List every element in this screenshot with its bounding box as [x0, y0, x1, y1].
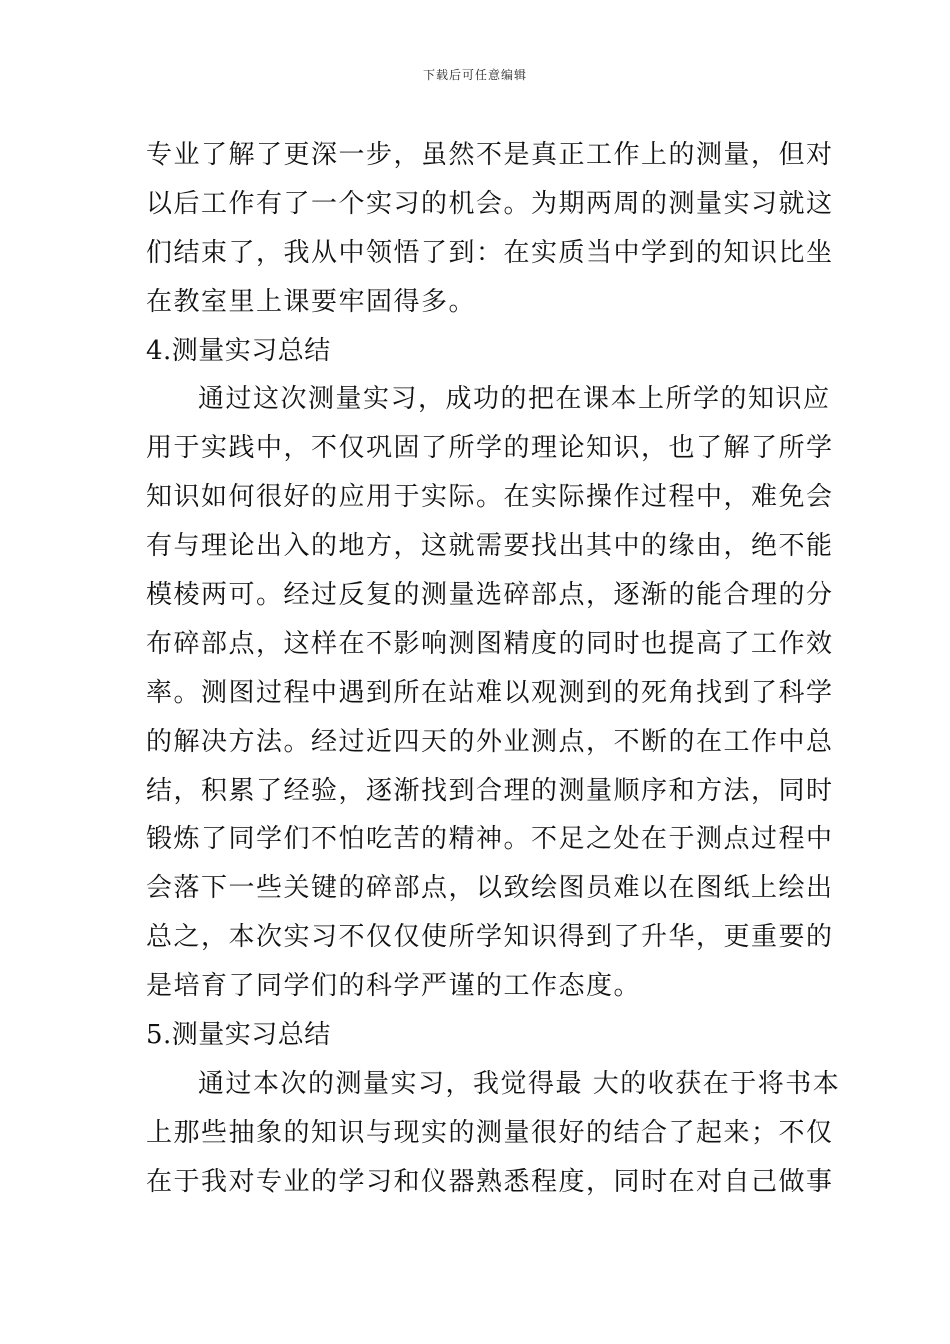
- paragraph-line: 是培育了同学们的科学严谨的工作态度。: [146, 971, 642, 1002]
- paragraph-line: 们结束了，我从中领悟了到：在实质当中学到的知识比坐: [146, 237, 834, 268]
- section-heading: 4.测量实习总结: [146, 335, 331, 366]
- paragraph-line: 上那些抽象的知识与现实的测量很好的结合了起来；不仅: [146, 1117, 834, 1148]
- paragraph-line: 锻炼了同学们不怕吃苦的精神。不足之处在于测点过程中: [146, 824, 834, 855]
- paragraph-line: 在教室里上课要牢固得多。: [146, 286, 477, 317]
- paragraph-line: 专业了解了更深一步，虽然不是真正工作上的测量，但对: [146, 140, 834, 170]
- paragraph-line: 总之，本次实习不仅仅使所学知识得到了升华，更重要的: [146, 922, 834, 953]
- paragraph-line: 的解决方法。经过近四天的外业测点，不断的在工作中总: [146, 726, 834, 757]
- paragraph-line: 有与理论出入的地方，这就需要找出其中的缘由，绝不能: [146, 531, 834, 562]
- paragraph-line: 用于实践中，不仅巩固了所学的理论知识，也了解了所学: [146, 433, 834, 464]
- paragraph-line: 通过这次测量实习，成功的把在课本上所学的知识应: [198, 384, 831, 415]
- paragraph-line: 在于我对专业的学习和仪器熟悉程度，同时在对自己做事: [146, 1166, 834, 1197]
- paragraph-line: 以后工作有了一个实习的机会。为期两周的测量实习就这: [146, 188, 834, 219]
- paragraph-line: 率。测图过程中遇到所在站难以观测到的死角找到了科学: [146, 677, 834, 708]
- paragraph-line: 布碎部点，这样在不影响测图精度的同时也提高了工作效: [146, 628, 834, 659]
- paragraph-line: 通过本次的测量实习，我觉得最 大的收获在于将书本: [198, 1068, 841, 1099]
- page-header: 下载后可任意编辑: [422, 68, 527, 82]
- paragraph-line: 模棱两可。经过反复的测量选碎部点，逐渐的能合理的分: [146, 580, 834, 611]
- document-body: [146, 131, 841, 1207]
- paragraph-line: 知识如何很好的应用于实际。在实际操作过程中，难免会: [146, 482, 834, 513]
- section-heading: 5.测量实习总结: [146, 1020, 331, 1051]
- paragraph-line: 会落下一些关键的碎部点，以致绘图员难以在图纸上绘出: [146, 873, 834, 904]
- paragraph-line: 结，积累了经验，逐渐找到合理的测量顺序和方法，同时: [146, 775, 834, 806]
